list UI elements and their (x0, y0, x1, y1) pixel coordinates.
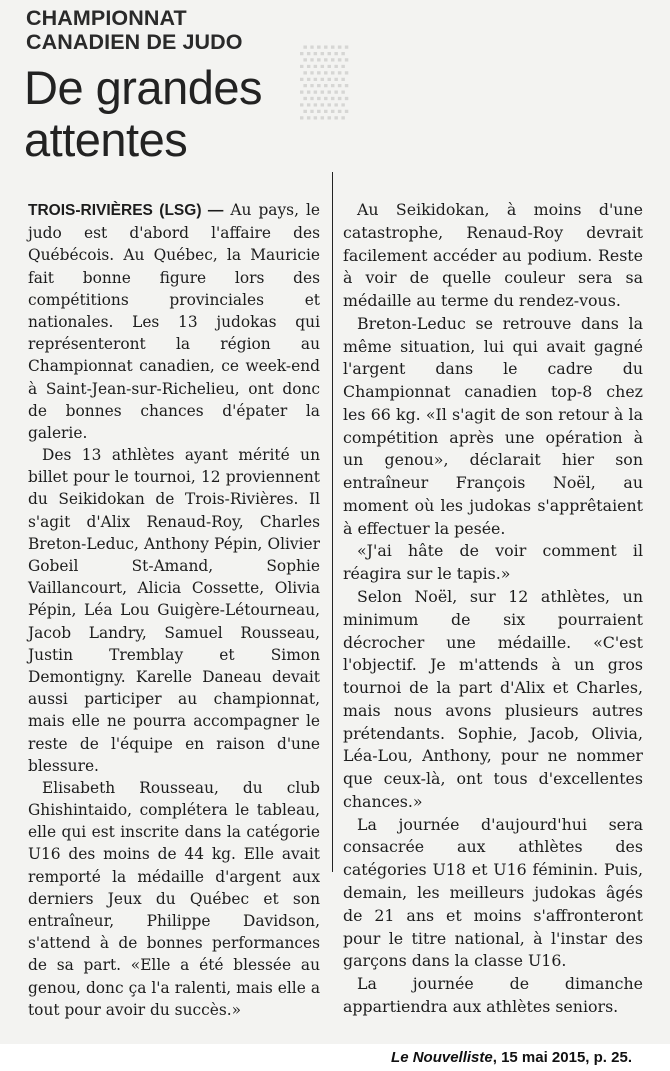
paragraph: «J'ai hâte de voir comment il réagira sur le tapis.» (343, 541, 643, 584)
kicker-line-2: CANADIEN DE JUDO (26, 30, 243, 54)
paragraph: Selon Noël, sur 12 athlètes, un minimum de six pourraient décrocher une médaille. «C'est l'objectif. Je m'attends à un gros tournoi de la part d'Alix et Charles, mais nous avons plusieurs autres prétendants. Sophie, Jacob, Olivia, Léa-Lou, Anthony, pour ne nommer que ceux-là, ont tous d'excellentes chances.» (343, 587, 643, 811)
paragraph: Breton-Leduc se retrouve dans la même situation, lui qui avait gagné l'argent dans le cadre du Championnat canadien top-8 chez les 66 kg. «Il s'agit de son retour à la compétition après une opération à un genou», déclarait hier son entraîneur François Noël, au moment où les judokas s'apprêtaient à effectuer la pesée. (343, 313, 643, 538)
article-headline (24, 62, 354, 166)
article-column-1 (28, 199, 320, 1021)
headline-line-1: De grandes (24, 61, 262, 114)
paragraph: Elisabeth Rousseau, du club Ghishintaido, complétera le tableau, elle qui est inscrite dans la catégorie U16 des moins de 44 kg. Elle avait remporté la médaille d'argent aux derniers Jeux du Québec et son entraîneur, Philippe Davidson, s'attend à de bonnes performances de sa part. «Elle a été blessée au genou, donc ça l'a ralenti, mais elle a tout pour avoir du succès.» (28, 778, 320, 1019)
article-column-2 (343, 199, 643, 1019)
paragraph: La journée de dimanche appartiendra aux athlètes seniors. (343, 974, 643, 1016)
publication-name: Le Nouvelliste (391, 1049, 493, 1066)
dateline: TROIS-RIVIÈRES (LSG) — (28, 202, 224, 219)
column-divider (332, 172, 333, 872)
paragraph: Au Seikidokan, à moins d'une catastrophe, Renaud-Roy devrait facilement accéder au podium. Reste à voir de quelle couleur sera sa médaille au terme du rendez-vous. (343, 200, 643, 311)
paragraph: La journée d'aujourd'hui sera consacrée aux athlètes des catégories U18 et U16 féminin. Puis, demain, les meilleurs judokas âgés de 21 ans et moins s'affronteront pour le titre national, à l'instar des garçons dans la classe U16. (343, 814, 643, 971)
article-kicker (26, 6, 356, 54)
paragraph-text: Au pays, le judo est d'abord l'affaire des Québécois. Au Québec, la Mauricie fait bonne figure lors des compétitions provinciales et nationales. Les 13 judokas qui représenteront la région au Championnat canadien, ce week-end à Saint-Jean-sur-Richelieu, ont donc de bonnes chances d'épater la galerie. (28, 201, 320, 442)
kicker-line-1: CHAMPIONNAT (26, 6, 187, 30)
bleed-through-texture: ▒ (300, 41, 351, 117)
publication-details: , 15 mai 2015, p. 25. (492, 1049, 632, 1066)
headline-line-2: attentes (24, 113, 188, 166)
paragraph: Des 13 athlètes ayant mérité un billet pour le tournoi, 12 proviennent du Seikidokan de Trois-Rivières. Il s'agit d'Alix Renaud-Roy, Charles Breton-Leduc, Anthony Pépin, Olivier Gobeil St-Amand, Sophie Vaillancourt, Alicia Cossette, Olivia Pépin, Léa Lou Guigère-Létourneau, Jacob Landry, Samuel Rousseau, Justin Tremblay et Simon Demontigny. Karelle Daneau devait aussi participer au championnat, mais elle ne pourra accompagner le reste de l'équipe en raison d'une blessure. (28, 446, 320, 775)
paragraph (28, 199, 320, 444)
source-caption (391, 1044, 632, 1071)
